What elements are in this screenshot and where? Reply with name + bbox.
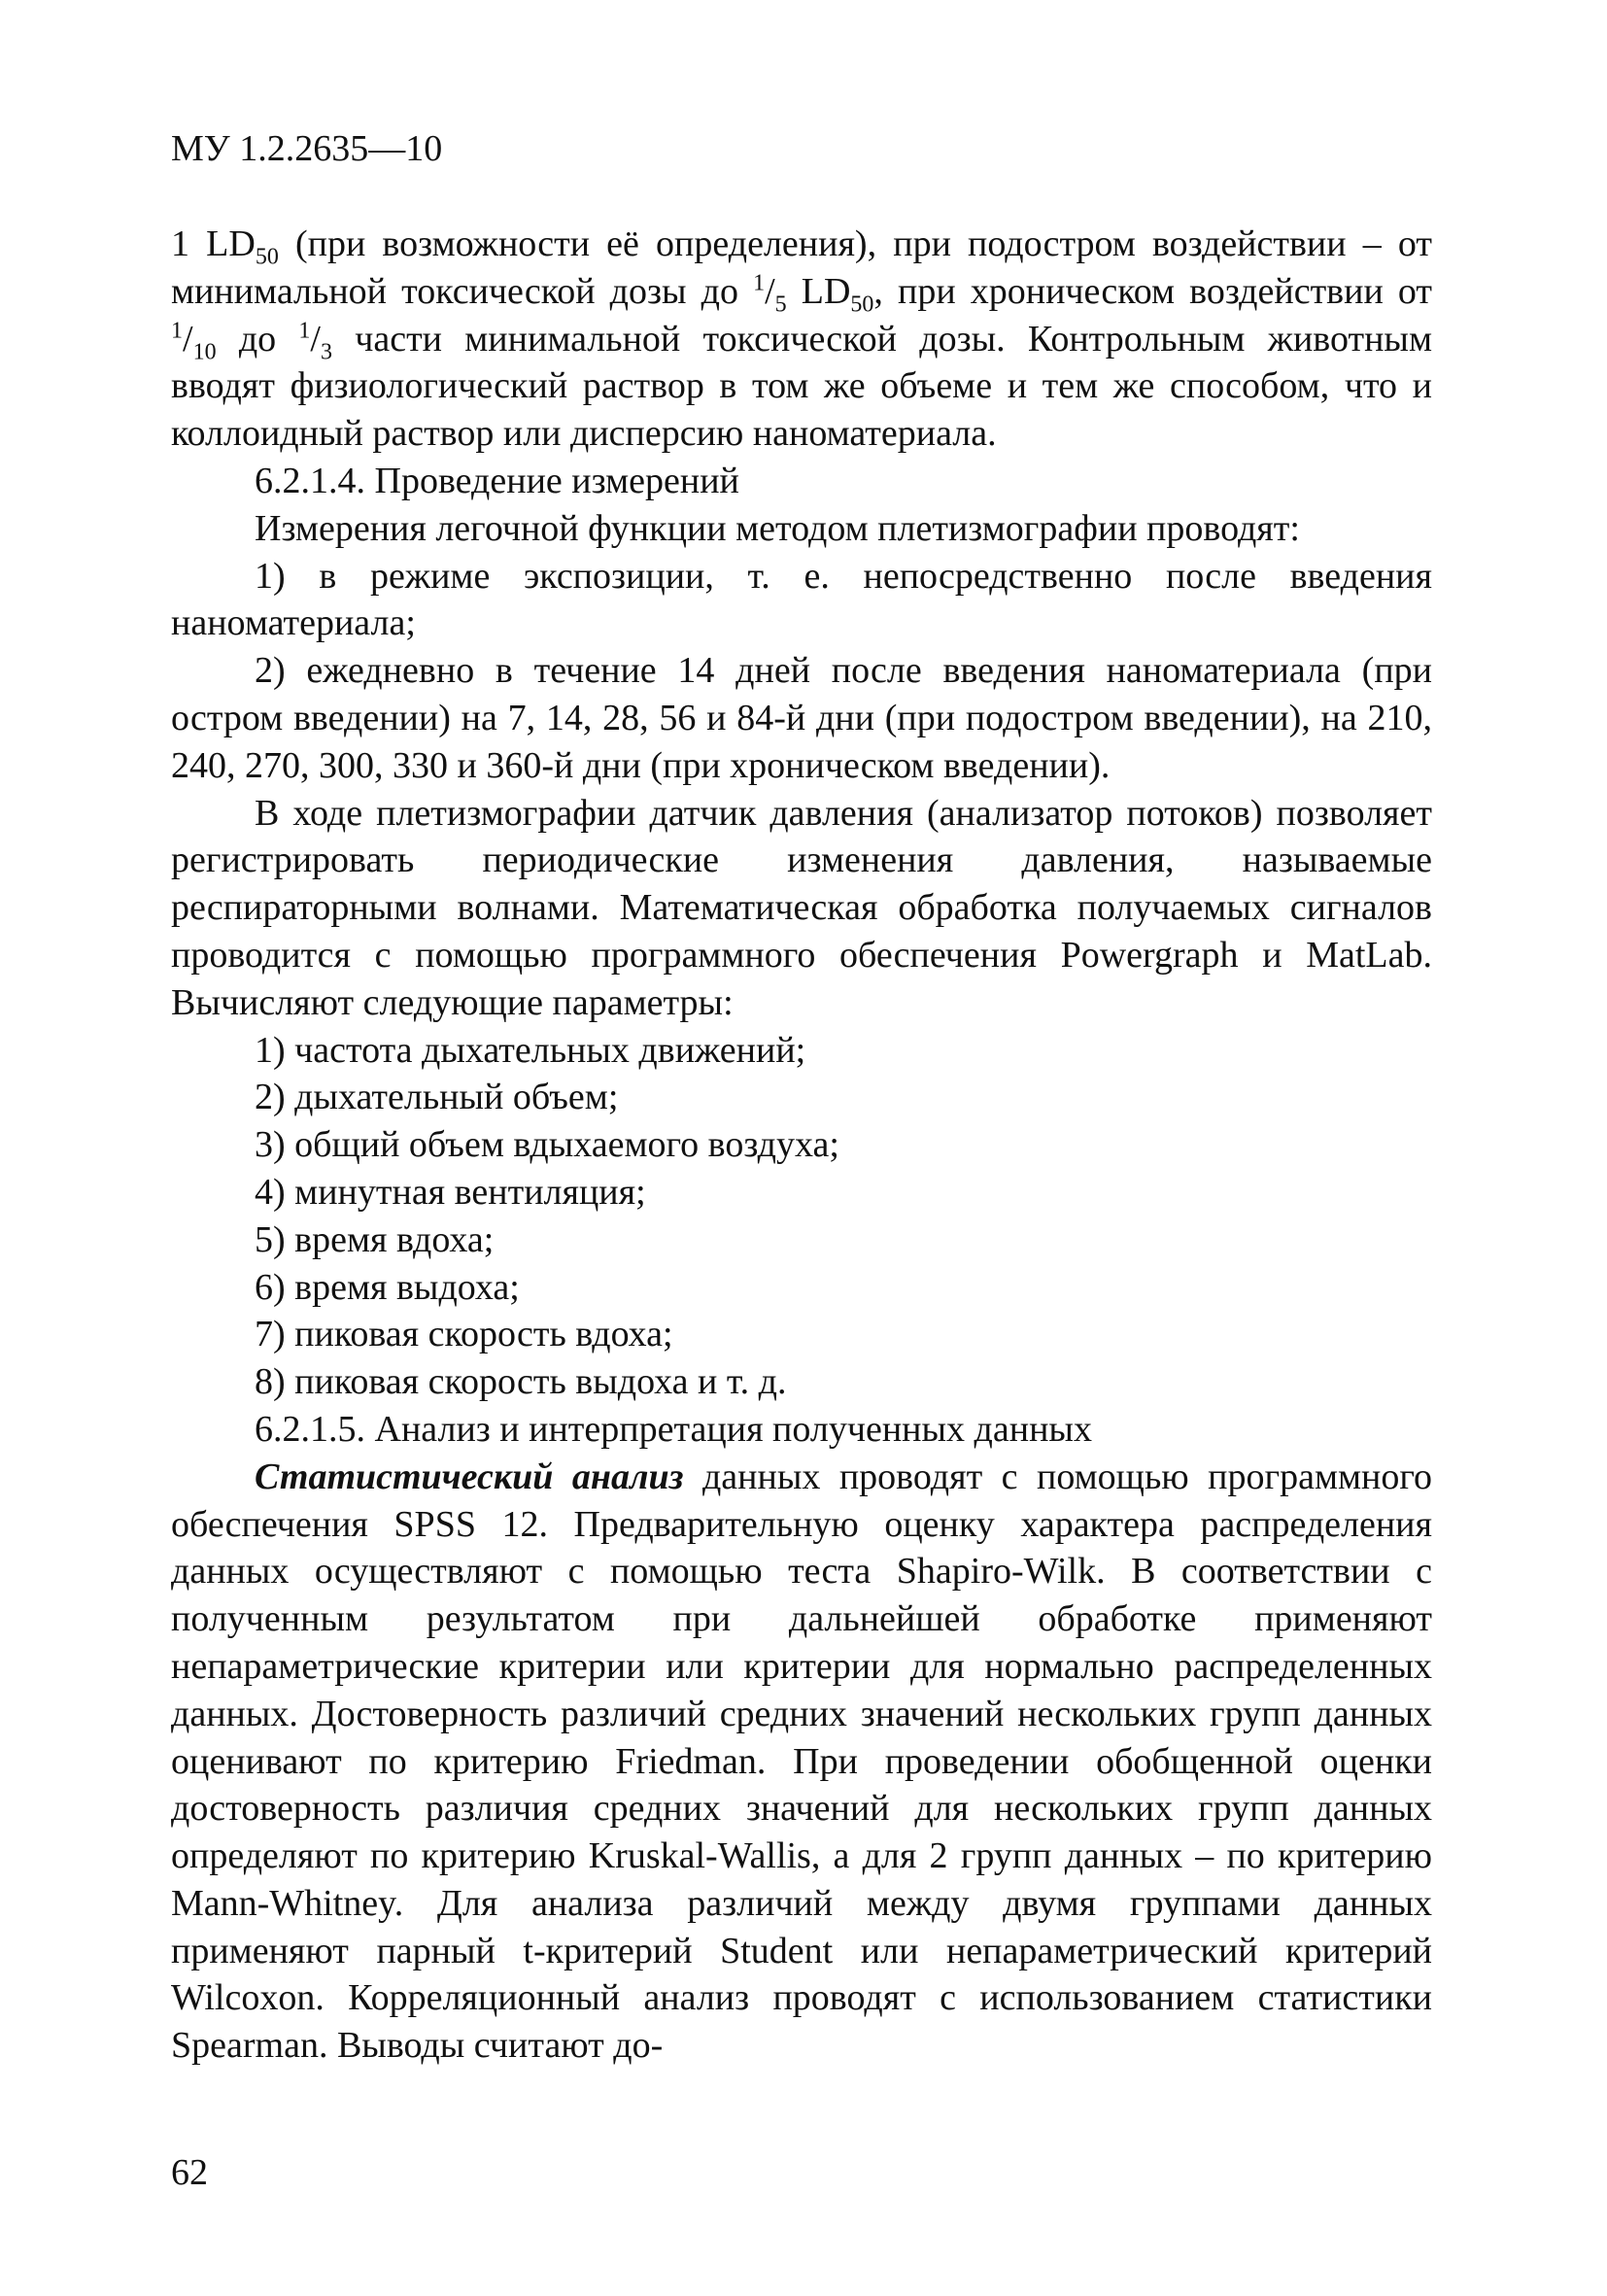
page-body — [171, 221, 1432, 2070]
text-run: , при хроническом воздействии от — [873, 270, 1432, 312]
fraction-denominator: 3 — [320, 339, 332, 365]
parameter-list — [171, 1027, 1432, 1406]
subscript: 50 — [255, 244, 279, 270]
fraction-numerator: 1 — [753, 270, 766, 296]
list-item: 4) минутная вентиляция; — [255, 1171, 646, 1213]
list-item: 2) дыхательный объем; — [255, 1077, 619, 1118]
subscript: 50 — [850, 291, 874, 318]
page-number: 62 — [171, 2152, 208, 2193]
fraction-slash: / — [183, 318, 193, 360]
list-item: 7) пиковая скорость вдоха; — [255, 1314, 673, 1355]
text-run: 1 LD — [171, 223, 256, 264]
section-heading-6-2-1-5: 6.2.1.5. Анализ и интерпретация полученных данных — [255, 1408, 1092, 1450]
document-code-header: МУ 1.2.2635—10 — [171, 128, 443, 169]
fraction-slash: / — [765, 270, 775, 312]
text-run: до — [216, 318, 299, 360]
text-run: (при возможности её определения), при подостром воздействии – от минимальной токсической дозы до — [171, 223, 1433, 312]
list-item: 3) общий объем вдыхаемого воздуха; — [255, 1124, 839, 1166]
text-run: данных проводят с помощью программного обеспечения SPSS 12. Предварительную оценку характера распределения данных осуществляют с помощью теста Shapiro-Wilk. В соответствии с полученным результатом при дальнейшей обработке применяют непараметрические критерии или критерии для нормально распределенных данных. Достоверность различий средних значений нескольких групп данных оценивают по критерию Friedman. При проведении обобщенной оценки достоверность различия средних значений для нескольких групп данных определяют по критерию Kruskal-Wallis, а для 2 групп данных – по критерию Mann-Whitney. Для анализа различий между двумя группами данных применяют парный t-критерий Student или непараметрический критерий Wilcoxon. Корреляционный анализ проводят с использованием статистики Spearman. Выводы считают до- — [171, 1456, 1433, 2067]
list-item: 1) частота дыхательных движений; — [255, 1029, 806, 1071]
measurement-item-2: 2) ежедневно в течение 14 дней после введения наноматериала (при остром введении) на 7, 14, 28, 56 и 84-й дни (при подостром введении), на 210, 240, 270, 300, 330 и 360-й дни (при хроническом введении). — [171, 650, 1432, 786]
fraction-denominator: 5 — [774, 291, 787, 318]
fraction-slash: / — [310, 318, 321, 360]
fraction-numerator: 1 — [171, 317, 183, 343]
measurement-item-1: 1) в режиме экспозиции, т. е. непосредственно после введения наноматериала; — [171, 555, 1432, 644]
fraction-numerator: 1 — [298, 317, 311, 343]
fraction-denominator: 10 — [192, 339, 217, 365]
emphasis-term: Статистический анализ — [255, 1456, 684, 1497]
statistics-paragraph — [171, 1454, 1432, 2070]
list-item: 8) пиковая скорость выдоха и т. д. — [255, 1361, 787, 1403]
list-item: 6) время выдоха; — [255, 1266, 520, 1308]
dose-paragraph — [171, 221, 1432, 458]
plethysmography-paragraph: В ходе плетизмографии датчик давления (анализатор потоков) позволяет регистрировать периодические изменения давления, называемые респираторными волнами. Математическая обработка получаемых сигналов проводится с помощью программного обеспечения Powergraph и MatLab. Вычисляют следующие параметры: — [171, 792, 1432, 1023]
text-run: части минимальной токсической дозы. Контрольным животным вводят физиологический раствор в том же объеме и тем же способом, что и коллоидный раствор или дисперсию наноматериала. — [171, 318, 1432, 455]
text-run: LD — [786, 270, 851, 312]
measurement-intro: Измерения легочной функции методом плетизмографии проводят: — [255, 507, 1300, 549]
section-heading-6-2-1-4: 6.2.1.4. Проведение измерений — [255, 460, 739, 501]
list-item: 5) время вдоха; — [255, 1218, 495, 1260]
